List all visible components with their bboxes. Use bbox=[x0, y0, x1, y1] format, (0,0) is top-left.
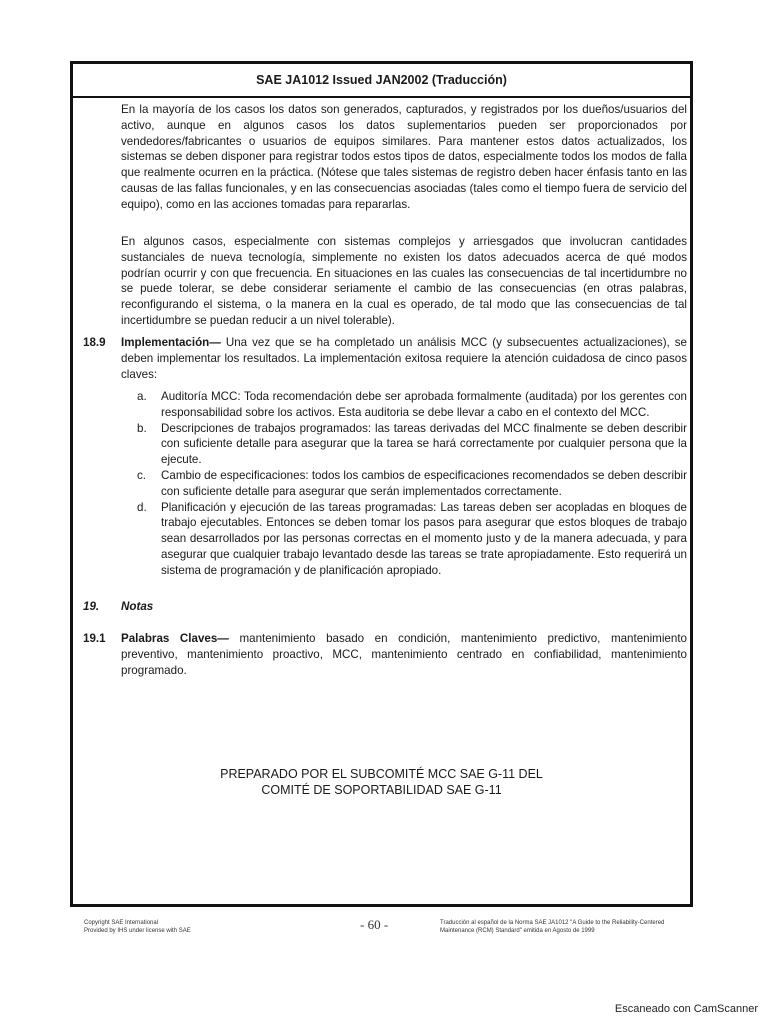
implementation-steps-list bbox=[131, 389, 687, 579]
list-item: b. Descripciones de trabajos programados: las tareas derivadas del MCC finalmente se deben describir con suficiente detalle para asegurar que la tarea se hará correctamente por cualquier persona que la ejecute. bbox=[137, 421, 687, 467]
footer-translation-note: Traducción al español de la Norma SAE JA1012 "A Guide to the Reliability-Centered Maintenance (RCM) Standard" emitida en Agosto de 1999 bbox=[440, 920, 665, 934]
section-number: 19. bbox=[83, 600, 100, 613]
header-title: SAE JA1012 Issued JAN2002 (Traducción) bbox=[256, 73, 507, 87]
section-18-9 bbox=[83, 335, 687, 382]
section-title: Implementación— bbox=[121, 336, 221, 349]
prepared-line-2: COMITÉ DE SOPORTABILIDAD SAE G-11 bbox=[261, 783, 502, 797]
list-item: a. Auditoría MCC: Toda recomendación debe ser aprobada formalmente (auditada) por los gerentes con responsabilidad sobre los activos. Esta auditoria se debe llevar a cabo en el contexto del MCC. bbox=[137, 390, 687, 419]
page-content bbox=[73, 98, 690, 904]
section-19-1 bbox=[83, 631, 687, 678]
paragraph-data-sources: En la mayoría de los casos los datos son generados, capturados, y registrados por los dueños/usuarios del activo, aunque en algunos casos los datos suplementarios pueden ser proporcionados por vendedores/fabricantes o usuarios de equipos similares. Para mantener estos datos actualizados, los sistemas se deben disponer para registrar todos estos tipos de datos, especialmente todos los modos de falla que realmente ocurren en la práctica. (Nótese que tales sistemas de registro deben hacer énfasis tanto en las causas de las fallas funcionales, y en las consecuencias asociadas (tales como el tiempo fuera de servicio del equipo), como en las acciones tomadas para repararlas. bbox=[121, 103, 687, 211]
prepared-by-block bbox=[73, 766, 690, 798]
page-header bbox=[73, 64, 690, 98]
section-number: 19.1 bbox=[83, 632, 106, 645]
section-text: mantenimiento basado en condición, mantenimiento predictivo, mantenimiento preventivo, mantenimiento proactivo, MCC, mantenimiento centrado en confiabilidad, mantenimiento programado. bbox=[121, 632, 687, 677]
section-text: Una vez que se ha completado un análisis MCC (y subsecuentes actualizaciones), se deben implementar los resultados. La implementación exitosa requiere la atención cuidadosa de cinco pasos claves: bbox=[121, 336, 687, 381]
section-number: 18.9 bbox=[83, 336, 106, 349]
page-frame bbox=[70, 61, 693, 907]
section-title: Palabras Claves— bbox=[121, 632, 229, 645]
list-item: c. Cambio de especificaciones: todos los cambios de especificaciones recomendados se deben describir con suficiente detalle para asegurar que serán implementados correctamente. bbox=[137, 468, 687, 498]
footer-copyright: Copyright SAE International Provided by IHS under license with SAE bbox=[84, 920, 191, 934]
section-title: Notas bbox=[121, 600, 154, 613]
page-number: - 60 - bbox=[360, 917, 389, 932]
section-19 bbox=[83, 599, 687, 615]
paragraph-uncertainty: En algunos casos, especialmente con sistemas complejos y arriesgados que involucran cantidades sustanciales de nueva tecnología, simplemente no existen los datos adecuados acerca de qué modos podrían ocurrir y con que frecuencia. En situaciones en las cuales las consecuencias de tal incertidumbre no se puede tolerar, se debe considerar seriamente el cambio de las consecuencias (en otras palabras, reconfigurando el sistema, o la manera en la cual es operado, de tal modo que las consecuencias de tal incertidumbre se puedan reducir a un nivel tolerable). bbox=[121, 235, 687, 327]
list-item: d. Planificación y ejecución de las tareas programadas: Las tareas deben ser acopladas en bloques de trabajo ejecutables. Entonces se deben tomar los pasos para asegurar que estos bloques de trabajo sean desarrollados por las personas correctas en el momento justo y de la manera adecuada, y para asegurar que cualquier trabajo levantado desde las tareas se trate apropiadamente. Esto requerirá un sistema de programación y de planificación apropiado. bbox=[137, 500, 687, 577]
prepared-line-1: PREPARADO POR EL SUBCOMITÉ MCC SAE G-11 DEL bbox=[220, 767, 543, 781]
scanner-watermark: Escaneado con CamScanner bbox=[614, 1003, 758, 1015]
